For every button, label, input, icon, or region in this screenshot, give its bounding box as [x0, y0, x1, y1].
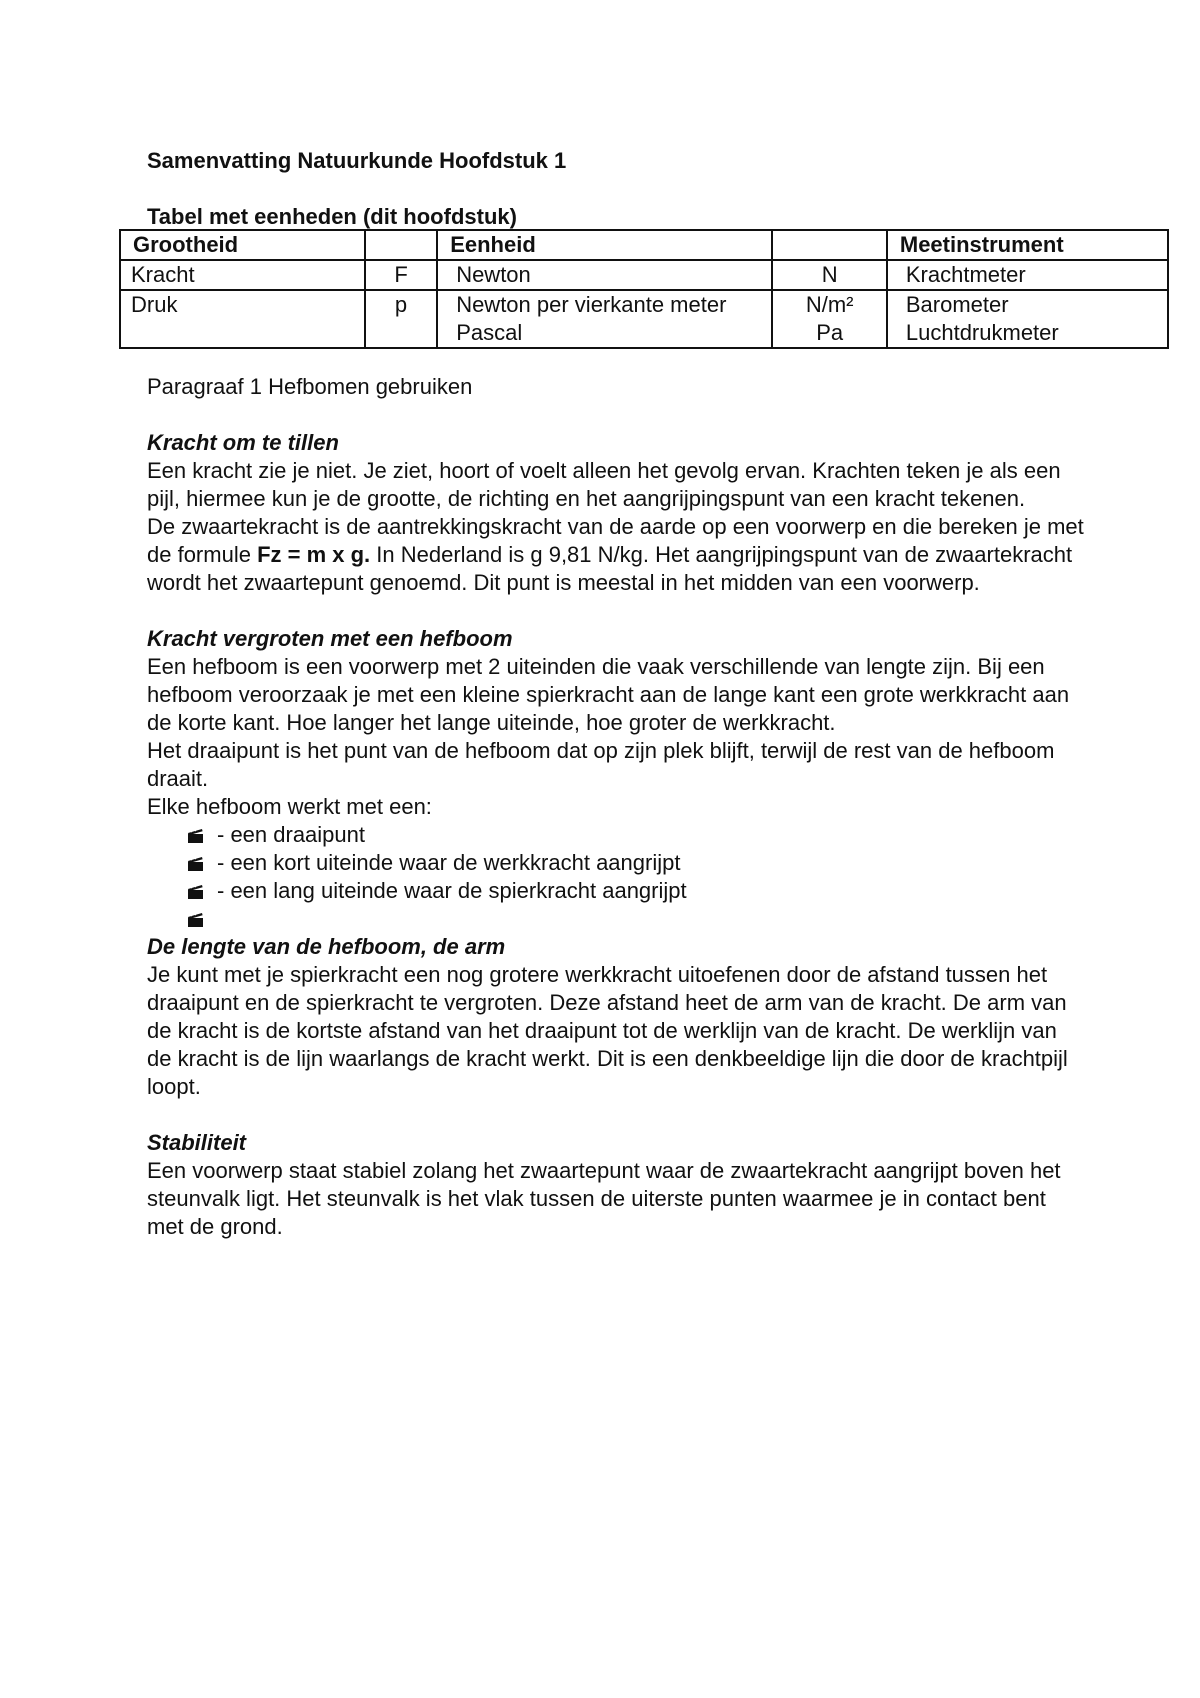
section-text: Een hefboom is een voorwerp met 2 uiteinden die vaak verschillende van lengte zijn. Bij een hefboom veroorzaak je met een kleine spierkracht aan de lange kant een grote werkkracht aan de korte kant. Hoe langer het lange uiteinde, hoe groter de werkkracht. — [147, 654, 1070, 735]
section-heading: Kracht vergroten met een hefboom — [147, 626, 513, 651]
list-item-text: - een kort uiteinde waar de werkkracht aangrijpt — [217, 850, 681, 875]
cell-eenheid-line: Newton per vierkante meter — [456, 292, 727, 317]
cell-grootheid: Kracht — [120, 260, 365, 290]
clapperboard-icon — [187, 828, 205, 844]
cell-meetinstrument — [887, 290, 1168, 348]
section-text: Het draaipunt is het punt van de hefboom dat op zijn plek blijft, terwijl de rest van de hefboom draait. — [147, 738, 1055, 791]
section-text: Een kracht zie je niet. Je ziet, hoort of voelt alleen het gevolg ervan. Krachten teken je als een pijl, hiermee kun je de grootte, de richting en het aangrijpingspunt van een kracht tekenen. — [147, 458, 1061, 511]
cell-eenheidsymbool — [772, 260, 886, 290]
header-symbool — [365, 230, 437, 260]
table-caption: Tabel met eenheden (dit hoofdstuk) — [147, 204, 517, 229]
cell-meetinstrument-line-2: Luchtdrukmeter — [905, 320, 1059, 345]
cell-eenheid — [437, 290, 772, 348]
table-row — [120, 260, 1168, 290]
document-body — [147, 373, 1087, 1241]
paragraph-title: Paragraaf 1 Hefbomen gebruiken — [147, 374, 473, 399]
header-eenheidsymbool — [772, 230, 886, 260]
list-item — [187, 849, 1087, 877]
text-before-formula: De zwaartekracht is de aantrekkingskracht van de aarde op een voorwerp en die bereken je met de formule — [147, 514, 1084, 567]
clapperboard-icon — [187, 912, 205, 928]
table-row — [120, 290, 1168, 348]
table-header-row — [120, 230, 1168, 260]
cell-eenheidsymbool-line: N — [821, 262, 838, 287]
document-title: Samenvatting Natuurkunde Hoofdstuk 1 — [147, 148, 567, 173]
formula: Fz = m x g. — [257, 542, 371, 567]
cell-meetinstrument-line: Barometer — [905, 292, 1009, 317]
section-heading: De lengte van de hefboom, de arm — [147, 934, 506, 959]
clapperboard-icon — [187, 856, 205, 872]
cell-symbool: p — [365, 290, 437, 348]
header-grootheid: Grootheid — [120, 230, 365, 260]
section-text: Een voorwerp staat stabiel zolang het zwaartepunt waar de zwaartekracht aangrijpt boven het steunvalk ligt. Het steunvalk is het vlak tussen de uiterste punten waarmee je in contact bent met de grond. — [147, 1158, 1061, 1239]
cell-meetinstrument-line: Krachtmeter — [905, 262, 1026, 287]
cell-eenheid — [437, 260, 772, 290]
section-heading: Kracht om te tillen — [147, 430, 339, 455]
bullet-list — [147, 821, 1087, 933]
clapperboard-icon — [187, 884, 205, 900]
cell-eenheid-line: Newton — [456, 262, 531, 287]
cell-meetinstrument — [887, 260, 1168, 290]
cell-eenheid-line-2: Pascal — [456, 320, 523, 345]
list-item — [187, 821, 1087, 849]
header-meetinstrument: Meetinstrument — [887, 230, 1168, 260]
section-heading: Stabiliteit — [147, 1130, 247, 1155]
list-item — [187, 905, 1087, 933]
cell-eenheidsymbool — [772, 290, 886, 348]
section-text-formula — [147, 513, 1087, 597]
list-item-text: - een draaipunt — [217, 822, 365, 847]
list-item-text: - een lang uiteinde waar de spierkracht aangrijpt — [217, 878, 687, 903]
cell-grootheid: Druk — [120, 290, 365, 348]
cell-eenheidsymbool-line: N/m² — [805, 292, 854, 317]
section-text: Elke hefboom werkt met een: — [147, 794, 432, 819]
list-item — [187, 877, 1087, 905]
text-after-formula: In Nederland is g 9,81 N/kg. Het aangrijpingspunt van de zwaartekracht wordt het zwaartepunt genoemd. Dit punt is meestal in het midden van een voorwerp. — [147, 542, 1073, 595]
header-eenheid: Eenheid — [437, 230, 772, 260]
cell-eenheidsymbool-line-2: Pa — [816, 320, 844, 345]
section-text: Je kunt met je spierkracht een nog grotere werkkracht uitoefenen door de afstand tussen het draaipunt en de spierkracht te vergroten. Deze afstand heet de arm van de kracht. De arm van de kracht is de kortste afstand van het draaipunt tot de werklijn van de kracht. De werklijn van de kracht is de lijn waarlangs de kracht werkt. Dit is een denkbeeldige lijn die door de krachtpijl loopt. — [147, 962, 1068, 1099]
units-table — [119, 229, 1169, 349]
cell-symbool: F — [365, 260, 437, 290]
